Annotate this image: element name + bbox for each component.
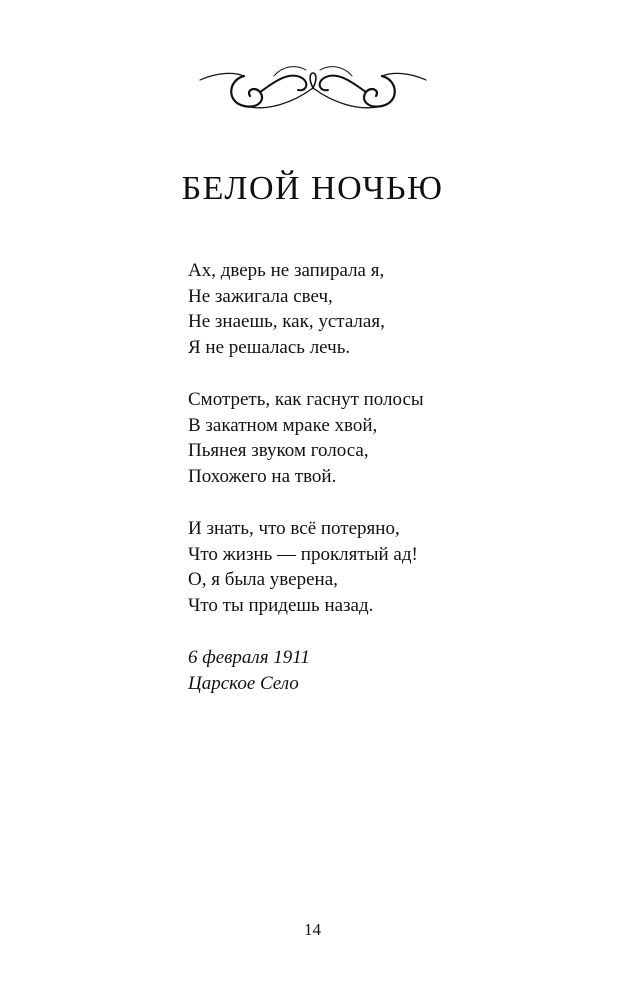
poem-line: Ах, дверь не запирала я, <box>188 260 385 281</box>
poem-line: Похожего на твой. <box>188 465 337 487</box>
flourish-ornament-icon <box>198 58 428 118</box>
poem-dateline <box>188 645 518 696</box>
poem-line: Что ты придешь назад. <box>188 594 374 616</box>
stanza <box>188 516 518 618</box>
poem-title: БЕЛОЙ НОЧЬЮ <box>181 170 444 207</box>
page-number: 14 <box>304 920 321 939</box>
poem-line: Не зажигала свеч, <box>188 285 333 307</box>
poem-line: В закатном мраке хвой, <box>188 414 378 436</box>
poem-line: Не знаешь, как, усталая, <box>188 311 385 332</box>
poem-line: Смотреть, как гаснут полосы <box>188 389 424 410</box>
stanza <box>188 387 518 489</box>
stanza <box>188 258 518 360</box>
poem-place: Царское Село <box>188 672 299 694</box>
poem-body <box>188 258 518 696</box>
poem-line: О, я была уверена, <box>188 569 338 590</box>
poem-date: 6 февраля 1911 <box>188 647 310 668</box>
poem-line: И знать, что всё потеряно, <box>188 518 400 539</box>
poem-line: Что жизнь — проклятый ад! <box>188 543 418 565</box>
poem-line: Я не решалась лечь. <box>188 336 351 358</box>
poem-line: Пьянея звуком голоса, <box>188 440 369 461</box>
